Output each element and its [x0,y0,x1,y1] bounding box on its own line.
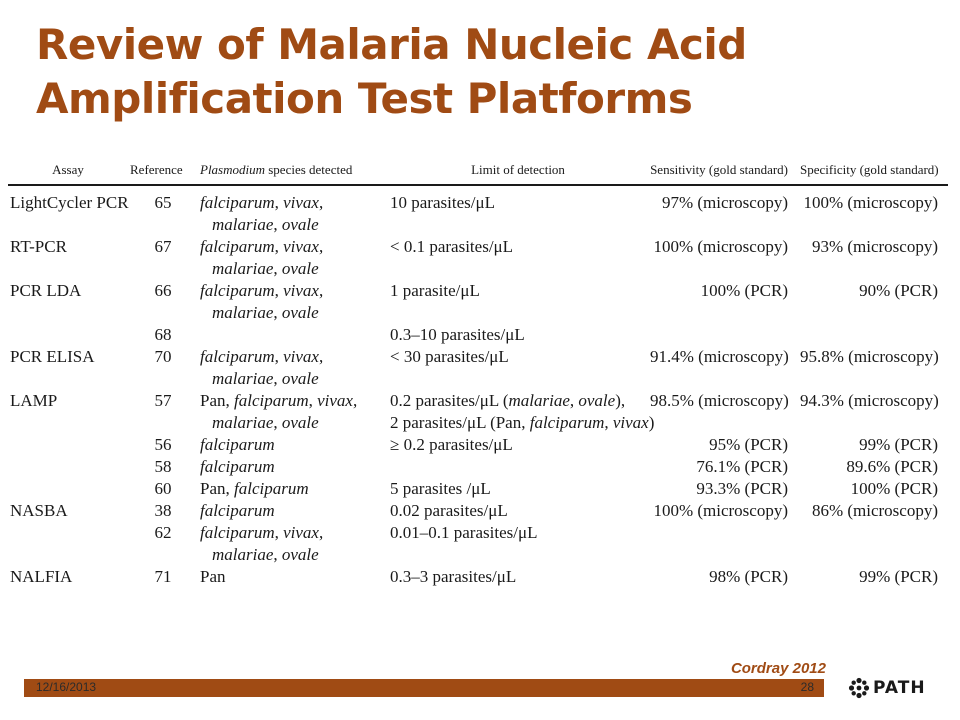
cell-species [198,478,388,500]
cell-species [198,185,388,236]
cell-species [198,522,388,566]
slide-title-line-1: Review of Malaria Nucleic Acid [36,20,747,69]
table-row [8,566,948,588]
species-line-2: malariae, ovale [212,215,319,234]
species-line-1: falciparum, vivax, [200,347,324,366]
cell-sensitivity: 100% (PCR) [700,281,788,300]
path-logo [848,677,926,699]
cell-sensitivity: 93.3% (PCR) [696,479,788,498]
cell-sensitivity: 98.5% (microscopy) [650,391,789,410]
cell-limit-of-detection [388,280,648,324]
cell-sensitivity: 98% (PCR) [709,567,788,586]
cell-species [198,280,388,324]
cell-sensitivity: 76.1% (PCR) [696,457,788,476]
species-line-1: falciparum, vivax, [200,523,324,542]
cell-assay [8,522,128,566]
cell-reference: 38 [154,501,172,520]
table-row [8,500,948,522]
species-line-2: malariae, ovale [212,303,319,322]
lod-line-1: 5 parasites /μL [390,479,491,498]
table-row [8,346,948,390]
lod-line-2: 2 parasites/μL (Pan, falciparum, vivax) [390,413,655,432]
cell-specificity: 100% (microscopy) [803,193,938,212]
footer-bar [24,679,824,697]
lod-line-1: 0.3–10 parasites/μL [390,325,525,344]
table-row [8,324,948,346]
header-sensitivity: Sensitivity (gold standard) [648,158,798,185]
path-logo-text: PATH [873,678,926,698]
cell-limit-of-detection [388,522,648,566]
lod-line-1: 0.02 parasites/μL [390,501,508,520]
lod-line-1: 0.01–0.1 parasites/μL [390,523,538,542]
cell-species [198,500,388,522]
cell-specificity: 100% (PCR) [850,479,938,498]
cell-assay [8,434,128,456]
cell-species [198,390,388,434]
header-reference: Reference [128,158,198,185]
species-line-1: falciparum, vivax, [200,193,324,212]
cell-reference: 57 [154,391,172,410]
species-line-2: malariae, ovale [212,545,319,564]
cell-limit-of-detection [388,566,648,588]
cell-specificity: 99% (PCR) [859,435,938,454]
cell-specificity [798,522,948,566]
cell-reference: 66 [154,281,172,300]
cell-reference: 56 [154,435,172,454]
cell-specificity: 99% (PCR) [859,567,938,586]
cell-limit-of-detection [388,456,648,478]
assay-table-container [8,158,948,588]
header-species [198,158,388,185]
cell-reference: 60 [154,479,172,498]
cell-reference: 65 [154,193,172,212]
species-line-1: falciparum [200,501,275,520]
cell-limit-of-detection [388,236,648,280]
species-line-2: malariae, ovale [212,369,319,388]
cell-reference: 62 [154,523,172,542]
cell-assay [8,456,128,478]
cell-assay: LightCycler PCR [10,193,129,212]
cell-assay: LAMP [10,391,58,410]
species-line-1: Pan, falciparum, vivax, [200,391,358,410]
cell-specificity: 93% (microscopy) [811,237,938,256]
header-assay: Assay [8,158,128,185]
cell-assay: NASBA [10,501,68,520]
species-line-2: malariae, ovale [212,413,319,432]
table-row [8,236,948,280]
table-row [8,280,948,324]
lod-line-1: 1 parasite/μL [390,281,480,300]
footer-date: 12/16/2013 [36,680,97,694]
cell-limit-of-detection [388,390,655,434]
table-row [8,478,948,500]
cell-sensitivity [648,522,798,566]
header-limit-of-detection: Limit of detection [388,158,648,185]
cell-species [198,434,388,456]
cell-species [198,324,388,346]
cell-assay [8,324,128,346]
slide-title-line-2: Amplification Test Platforms [36,74,693,123]
cell-assay: RT-PCR [10,237,67,256]
cell-specificity: 94.3% (microscopy) [800,391,939,410]
cell-specificity: 86% (microscopy) [811,501,938,520]
slide-number: 28 [800,680,814,694]
cell-limit-of-detection [388,434,648,456]
cell-species [198,456,388,478]
lod-line-1: ≥ 0.2 parasites/μL [390,435,513,454]
cell-species [198,236,388,280]
species-line-1: Pan, falciparum [200,479,309,498]
species-line-2: malariae, ovale [212,259,319,278]
lod-line-1: < 30 parasites/μL [390,347,509,366]
cell-assay: PCR LDA [10,281,82,300]
table-row [8,390,948,434]
cell-sensitivity: 97% (microscopy) [661,193,788,212]
cell-species [198,566,388,588]
assay-table [8,158,948,588]
cell-limit-of-detection [388,324,648,346]
cell-sensitivity: 100% (microscopy) [653,237,788,256]
slide-title [36,18,936,126]
cell-reference: 68 [154,325,172,344]
species-line-1: Pan [200,567,226,586]
cell-limit-of-detection [388,185,648,236]
cell-reference: 71 [154,567,172,586]
cell-reference: 67 [154,237,172,256]
cell-limit-of-detection [388,346,648,390]
species-line-1: falciparum [200,435,275,454]
lod-line-1: < 0.1 parasites/μL [390,237,514,256]
table-header-row [8,158,948,185]
cell-limit-of-detection [388,478,648,500]
species-line-1: falciparum [200,457,275,476]
table-row [8,185,948,236]
lod-line-1: 0.3–3 parasites/μL [390,567,517,586]
cell-sensitivity: 91.4% (microscopy) [650,347,789,366]
cell-specificity: 89.6% (PCR) [846,457,938,476]
cell-specificity: 95.8% (microscopy) [800,347,939,366]
cell-species [198,346,388,390]
table-row [8,522,948,566]
citation: Cordray 2012 [730,660,826,677]
cell-assay: PCR ELISA [10,347,95,366]
cell-sensitivity: 95% (PCR) [709,435,788,454]
cell-specificity [798,324,948,346]
table-body [8,185,948,588]
cell-sensitivity: 100% (microscopy) [653,501,788,520]
species-line-1: falciparum, vivax, [200,281,324,300]
cell-reference: 70 [154,347,172,366]
cell-specificity: 90% (PCR) [859,281,938,300]
cell-assay: NALFIA [10,567,73,586]
header-species-rest: species detected [265,162,353,177]
cell-assay [8,478,128,500]
table-row [8,456,948,478]
cell-reference: 58 [154,457,172,476]
header-species-genus: Plasmodium [200,162,265,177]
lod-line-1: 10 parasites/μL [390,193,495,212]
header-specificity: Specificity (gold standard) [798,158,948,185]
lod-line-1: 0.2 parasites/μL (malariae, ovale), [390,391,626,410]
table-row [8,434,948,456]
cell-sensitivity [648,324,798,346]
path-logo-icon [848,677,870,699]
species-line-1: falciparum, vivax, [200,237,324,256]
cell-limit-of-detection [388,500,648,522]
